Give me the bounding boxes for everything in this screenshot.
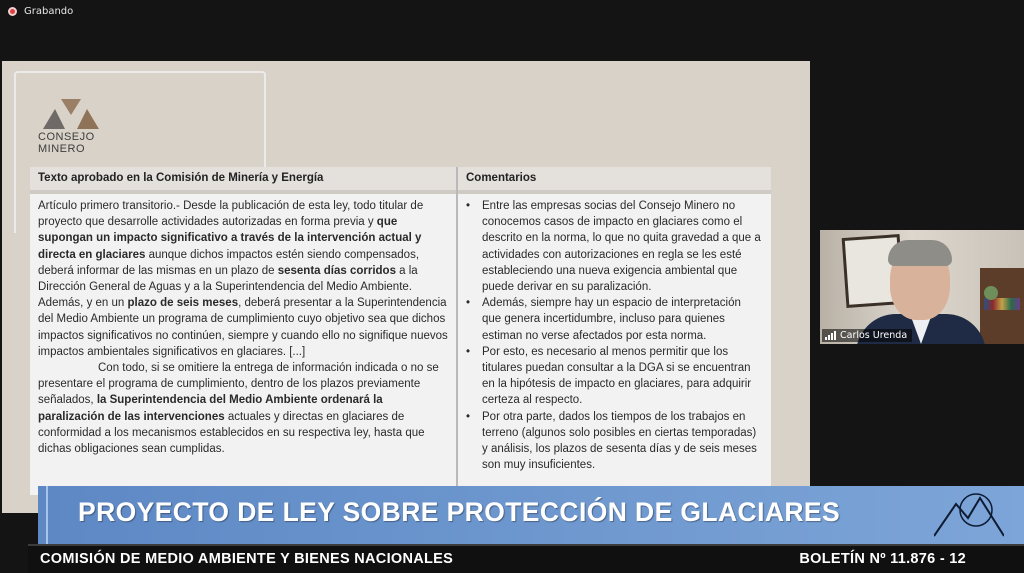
comment-item: • Por esto, es necesario al menos permitir que los titulares puedan consultar a la DGA si se encuentran en la hipótesis de impacto en glaciares, para adquirir certeza al respecto. [458,344,761,409]
logo-triangles-icon [41,95,101,131]
approved-text-column [30,167,456,495]
comment-item: • Por otra parte, dados los tiempos de los trabajos en terreno (algunos solo posibles en ciertas temporadas) y análisis, los plazos de sesenta días y de seis meses son muy insuficientes. [458,409,761,474]
comment-item: • Además, siempre hay un espacio de interpretación que genera incertidumbre, incluso para quienes estiman no verse afectados por esta norma. [458,295,761,344]
broadcast-banner [38,486,1024,544]
comparison-table [30,167,771,495]
text-run: Artículo primero transitorio.- Desde la publicación de esta ley, todo titular de proyecto que desarrolle actividades autorizadas en forma previa y [38,200,424,229]
comment-item: • Entre las empresas socias del Consejo Minero no conocemos casos de impacto en glaciares como el descrito en la norma, lo que no quita gravedad a que a actividades con autorizaciones en regla se les esté estableciendo una nueva exigencia ambiental que puede derivar en su paralización. [458,198,761,295]
text-run: aunque dichos impactos estén siendo compensados, deberá informar de las mismas en un plazo de [38,248,420,277]
globe [984,286,998,300]
text-run: a la Dirección General de Aguas y a la Superintendencia del Medio Ambiente. Además, y en un [38,264,418,310]
banner-title: PROYECTO DE LEY SOBRE PROTECCIÓN DE GLACIARES [78,497,841,527]
record-icon [8,7,17,16]
signal-strength-icon [825,331,836,340]
text-run: , deberá presentar a la Superintendencia del Medio Ambiente un programa de cumplimiento cuyo objetivo sea que dichos impactos significativos no continúen, siempre y cuando ello no signifique nuevos impactos ambientales significativos en glaciares. [...] [38,297,448,358]
bookshelf [980,268,1024,344]
text-run: Con todo, si se omitiere la entrega de información indicada o no se presentare el programa de cumplimiento, dentro de los plazos previamente señalados, [38,362,439,407]
bold-text-run: plazo de seis meses [127,297,239,310]
comments-column [458,167,771,495]
logo-text-line1: CONSEJO [38,131,95,143]
approved-text-body [30,194,456,457]
commission-name: COMISIÓN DE MEDIO AMBIENTE Y BIENES NACIONALES [40,551,454,567]
shared-slide [2,61,810,513]
participant-video-tile[interactable] [820,230,1024,344]
bold-text-run: que supongan un impacto significativo a través de la intervención actual y directa en glaciares [38,216,422,261]
recording-label: Grabando [24,6,74,17]
mountain-icon [934,490,1004,540]
bulletin-number: BOLETÍN Nº 11.876 - 12 [799,551,966,567]
text-run: actuales y directas en glaciares de conformidad a los mecanismos establecidos en su respectiva ley, hasta que dichas obligaciones sean cumplidas. [38,410,425,456]
comments-list [458,198,761,473]
participant-label [822,329,912,342]
bold-text-run: la Superintendencia del Medio Ambiente ordenará la paralización de las intervenciones [38,394,383,423]
approved-text-paragraph-1 [38,198,448,360]
approved-text-paragraph-2 [38,360,448,457]
consejo-minero-logo [38,95,104,155]
recording-indicator [8,6,73,17]
approved-text-header: Texto aprobado en la Comisión de Minería y Energía [30,167,456,190]
participant-name: Carlos Urenda [840,330,908,341]
logo-text-line2: MINERO [38,143,85,155]
comments-header: Comentarios [458,167,771,190]
lower-third-strip [28,544,1024,573]
bold-text-run: sesenta días corridos [277,264,396,277]
